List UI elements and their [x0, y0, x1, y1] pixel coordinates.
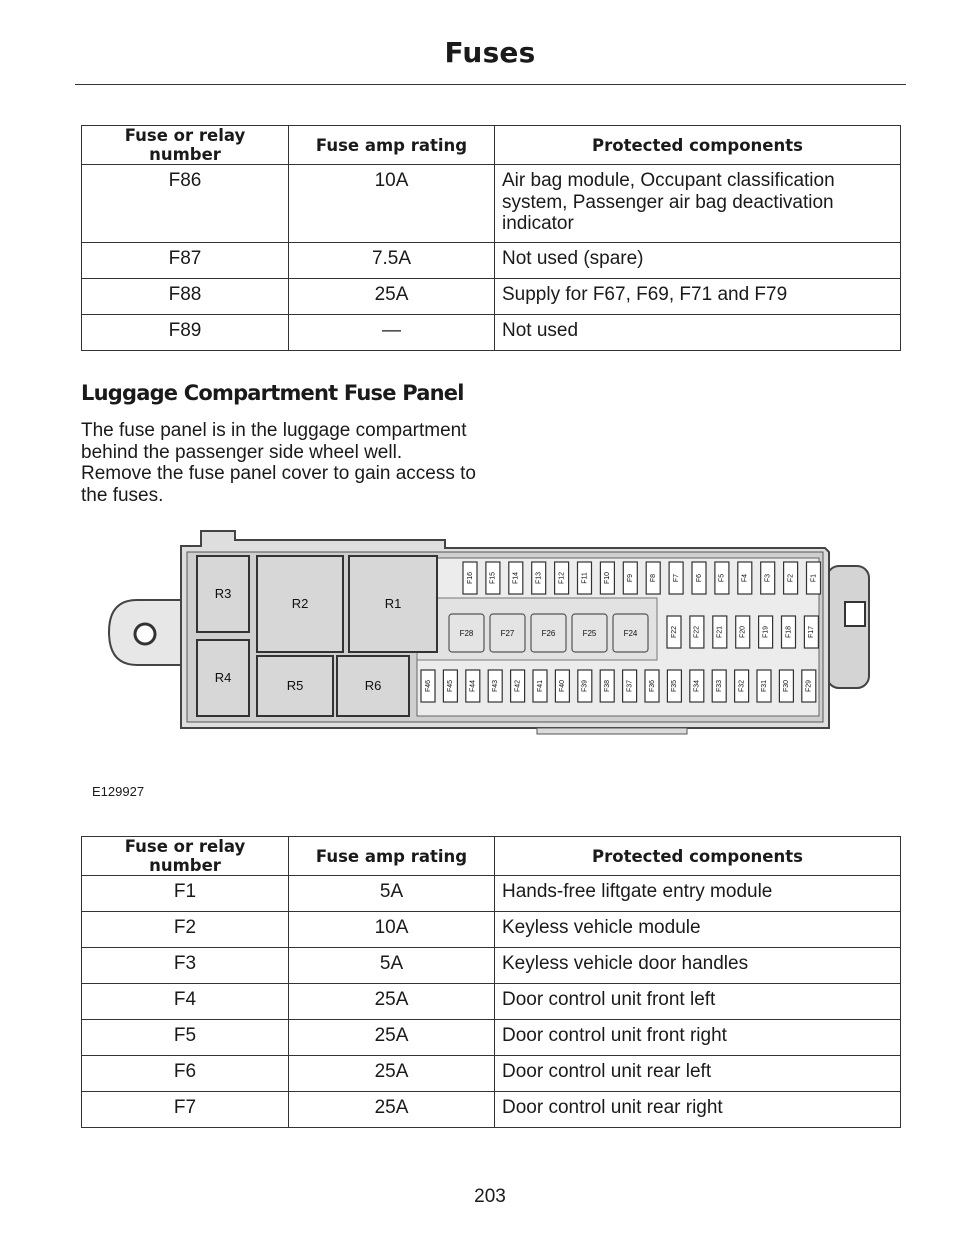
fuse-label: F32	[738, 679, 746, 693]
fuse-label: F37	[626, 679, 634, 693]
table-row	[82, 876, 901, 912]
title-divider	[75, 84, 906, 85]
table-header-row	[82, 837, 901, 876]
fuse-table-2	[81, 836, 901, 1128]
bottom-clip	[537, 728, 687, 734]
amp-rating-cell: —	[289, 315, 495, 351]
fuse-label: F39	[581, 679, 589, 693]
fuse-number-cell: F5	[82, 1020, 289, 1056]
column-header: Fuse amp rating	[289, 837, 495, 876]
components-cell: Air bag module, Occupant classification system, Passenger air bag deactivation indicator	[495, 165, 901, 243]
fuse-label: F15	[489, 571, 497, 585]
fuse-label: F16	[466, 571, 474, 585]
fuse-label: F22	[670, 625, 678, 639]
components-cell: Keyless vehicle module	[495, 912, 901, 948]
amp-rating-cell: 25A	[289, 1020, 495, 1056]
fuse-label: F30	[783, 679, 791, 693]
amp-rating-cell: 10A	[289, 912, 495, 948]
fuse-label: F1	[810, 573, 818, 583]
page-number: 203	[474, 1186, 506, 1207]
fuse-label: F2	[787, 573, 795, 583]
fuse-label: F42	[514, 679, 522, 693]
table-row	[82, 243, 901, 279]
fuse-label: F17	[808, 625, 816, 639]
amp-rating-cell: 10A	[289, 165, 495, 243]
relay-label: R3	[214, 586, 232, 601]
fuse-label: F11	[581, 572, 589, 584]
components-cell: Supply for F67, F69, F71 and F79	[495, 279, 901, 315]
section-body: The fuse panel is in the luggage compartment behind the passenger side wheel well. Remove the fuse panel cover to gain access to the fuses.	[81, 420, 477, 506]
table-row	[82, 984, 901, 1020]
relay-label: R4	[214, 670, 232, 685]
fuse-label: F5	[718, 573, 726, 583]
fuse-label: F14	[512, 571, 520, 585]
amp-rating-cell: 25A	[289, 984, 495, 1020]
fuse-label: F31	[760, 679, 768, 693]
fuse-number-cell: F7	[82, 1092, 289, 1128]
components-cell: Not used	[495, 315, 901, 351]
fuse-label: F46	[424, 679, 432, 693]
components-cell: Door control unit rear right	[495, 1092, 901, 1128]
column-header: Fuse or relay number	[82, 837, 289, 876]
fuse-label: F18	[785, 625, 793, 639]
column-header: Fuse amp rating	[289, 126, 495, 165]
relay-label: R5	[286, 678, 304, 693]
fuse-panel-diagram	[105, 522, 895, 737]
column-header: Protected components	[495, 837, 901, 876]
amp-rating-cell: 7.5A	[289, 243, 495, 279]
column-header: Fuse or relay number	[82, 126, 289, 165]
fuse-number-cell: F4	[82, 984, 289, 1020]
amp-rating-cell: 25A	[289, 1092, 495, 1128]
section-heading: Luggage Compartment Fuse Panel	[81, 381, 464, 405]
fuse-label: F12	[558, 571, 566, 585]
components-cell: Hands-free liftgate entry module	[495, 876, 901, 912]
column-header: Protected components	[495, 126, 901, 165]
fuse-label: F10	[604, 571, 612, 585]
fuse-number-cell: F87	[82, 243, 289, 279]
fuse-label: F4	[741, 573, 749, 583]
figure-id: E129927	[92, 784, 145, 799]
fuse-label: F21	[716, 625, 724, 639]
fuse-label: F22	[693, 625, 701, 639]
relay-label: R2	[291, 596, 309, 611]
connector-latch	[845, 602, 865, 626]
table-row	[82, 1056, 901, 1092]
components-cell: Not used (spare)	[495, 243, 901, 279]
fuse-label: F8	[650, 573, 658, 583]
fuse-label: F9	[627, 573, 635, 583]
fuse-label: F26	[541, 629, 556, 638]
fuse-label: F19	[762, 625, 770, 639]
fuse-label: F7	[672, 573, 680, 583]
table-row	[82, 279, 901, 315]
fuse-number-cell: F88	[82, 279, 289, 315]
fuse-label: F41	[536, 679, 544, 693]
amp-rating-cell: 25A	[289, 1056, 495, 1092]
table-header-row	[82, 126, 901, 165]
fuse-label: F13	[535, 571, 543, 585]
fuse-label: F28	[459, 629, 474, 638]
fuse-label: F24	[623, 629, 638, 638]
fuse-label: F35	[671, 679, 679, 693]
components-cell: Door control unit rear left	[495, 1056, 901, 1092]
fuse-label: F34	[693, 679, 701, 693]
mounting-hole	[135, 624, 155, 644]
fuse-label: F44	[469, 679, 477, 693]
fuse-label: F6	[695, 573, 703, 583]
fuse-label: F40	[559, 679, 567, 693]
fuse-label: F38	[604, 679, 612, 693]
fuse-number-cell: F89	[82, 315, 289, 351]
fuse-number-cell: F86	[82, 165, 289, 243]
components-cell: Keyless vehicle door handles	[495, 948, 901, 984]
table-row	[82, 165, 901, 243]
components-cell: Door control unit front left	[495, 984, 901, 1020]
fuse-label: F3	[764, 573, 772, 583]
fuse-label: F43	[492, 679, 500, 693]
amp-rating-cell: 5A	[289, 948, 495, 984]
fuse-label: F36	[648, 679, 656, 693]
fuse-label: F20	[739, 625, 747, 639]
fuse-label: F45	[447, 679, 455, 693]
fuse-label: F25	[582, 629, 597, 638]
fuse-number-cell: F3	[82, 948, 289, 984]
components-cell: Door control unit front right	[495, 1020, 901, 1056]
fuse-number-cell: F6	[82, 1056, 289, 1092]
fuse-number-cell: F1	[82, 876, 289, 912]
table-row	[82, 1092, 901, 1128]
fuse-number-cell: F2	[82, 912, 289, 948]
table-row	[82, 315, 901, 351]
amp-rating-cell: 5A	[289, 876, 495, 912]
relay-label: R1	[384, 596, 402, 611]
fuse-label: F33	[716, 679, 724, 693]
table-row	[82, 912, 901, 948]
relay-label: R6	[364, 678, 382, 693]
table-row	[82, 948, 901, 984]
fuse-label: F29	[805, 679, 813, 693]
page-title: Fuses	[444, 36, 536, 69]
amp-rating-cell: 25A	[289, 279, 495, 315]
fuse-table-1	[81, 125, 901, 351]
fuse-label: F27	[500, 629, 515, 638]
table-row	[82, 1020, 901, 1056]
